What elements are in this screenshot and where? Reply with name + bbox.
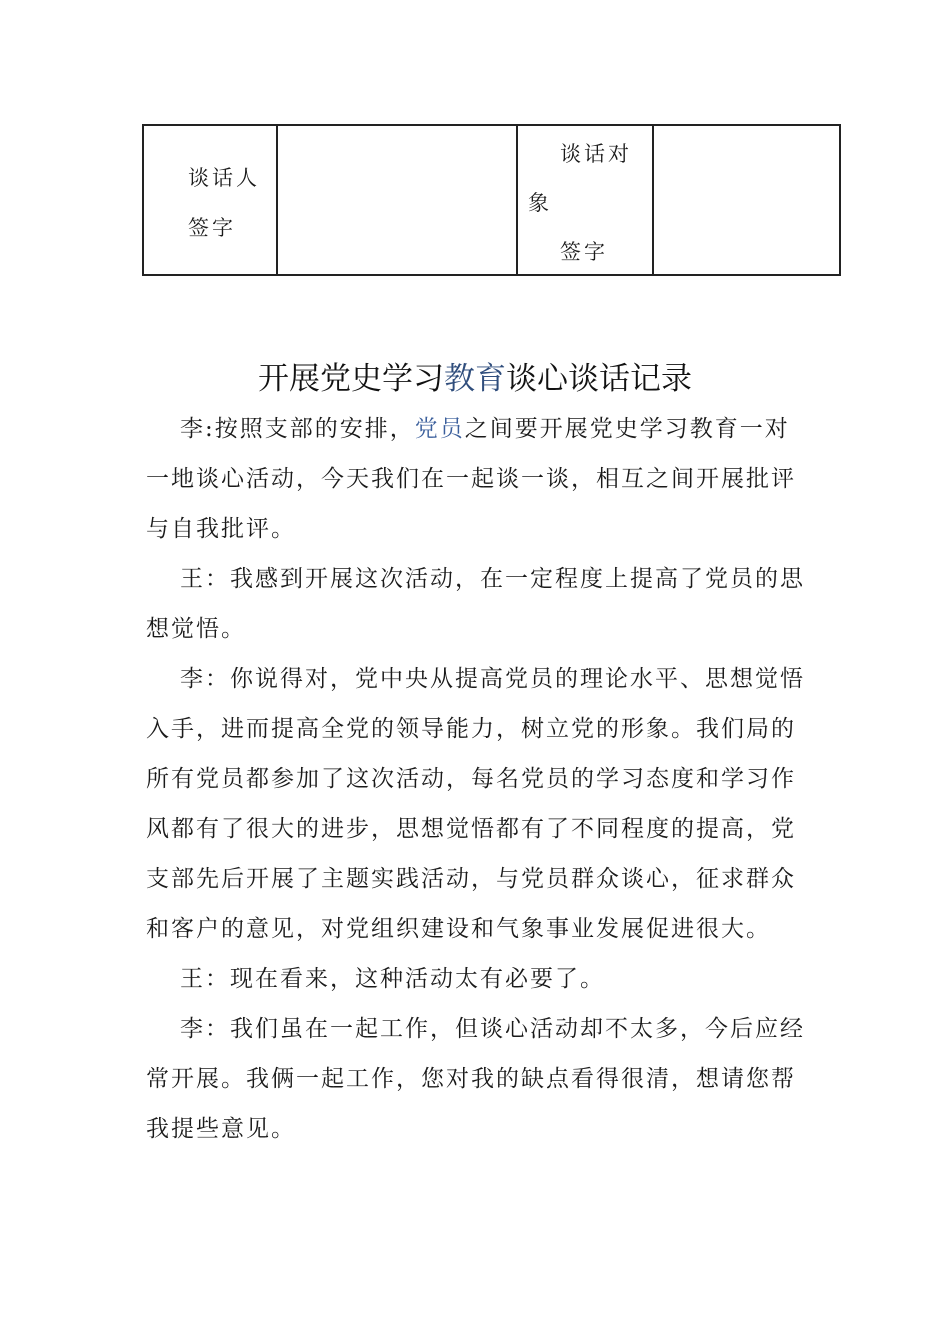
dialogue-body (146, 404, 806, 1154)
dialogue-1-text-b: 之间要开展党史学习教育一对一地谈心活动，今天我们在一起谈一谈，相互之间开展批评与自我批评。 (146, 416, 796, 542)
title-highlight-link[interactable]: 教育 (444, 361, 506, 397)
signature-table (142, 124, 841, 276)
interviewer-signature-field[interactable] (277, 125, 517, 275)
dialogue-paragraph-1 (146, 404, 806, 554)
interviewee-sign-label: 签字 (560, 240, 608, 264)
dialogue-paragraph-2: 王：我感到开展这次活动，在一定程度上提高了党员的思想觉悟。 (146, 566, 805, 642)
interviewee-label-cell (517, 125, 653, 275)
interviewer-sign-label: 签字 (188, 216, 236, 240)
dialogue-paragraph-4: 王：现在看来，这种活动太有必要了。 (180, 966, 605, 992)
interviewee-label-wrap: 象 (528, 191, 552, 215)
interviewee-label: 谈话对 (560, 142, 632, 166)
page-title (0, 357, 950, 401)
interviewer-label: 谈话人 (188, 166, 260, 190)
dialogue-paragraph-5: 李：我们虽在一起工作，但谈心活动却不太多，今后应经常开展。我俩一起工作，您对我的缺点看得很清，想请您帮我提些意见。 (146, 1016, 805, 1142)
party-member-link[interactable]: 党员 (414, 416, 465, 442)
interviewee-signature-field[interactable] (653, 125, 840, 275)
title-part-1: 开展党史学习 (258, 361, 444, 397)
title-part-2: 谈心谈话记录 (506, 361, 692, 397)
dialogue-paragraph-3: 李：你说得对，党中央从提高党员的理论水平、思想觉悟入手，进而提高全党的领导能力，树立党的形象。我们局的所有党员都参加了这次活动，每名党员的学习态度和学习作风都有了很大的进步，思想觉悟都有了不同程度的提高，党支部先后开展了主题实践活动，与党员群众谈心，征求群众和客户的意见，对党组织建设和气象事业发展促进很大。 (146, 666, 805, 942)
interviewer-label-cell (143, 125, 277, 275)
dialogue-1-text-a: 李:按照支部的安排， (180, 416, 415, 442)
